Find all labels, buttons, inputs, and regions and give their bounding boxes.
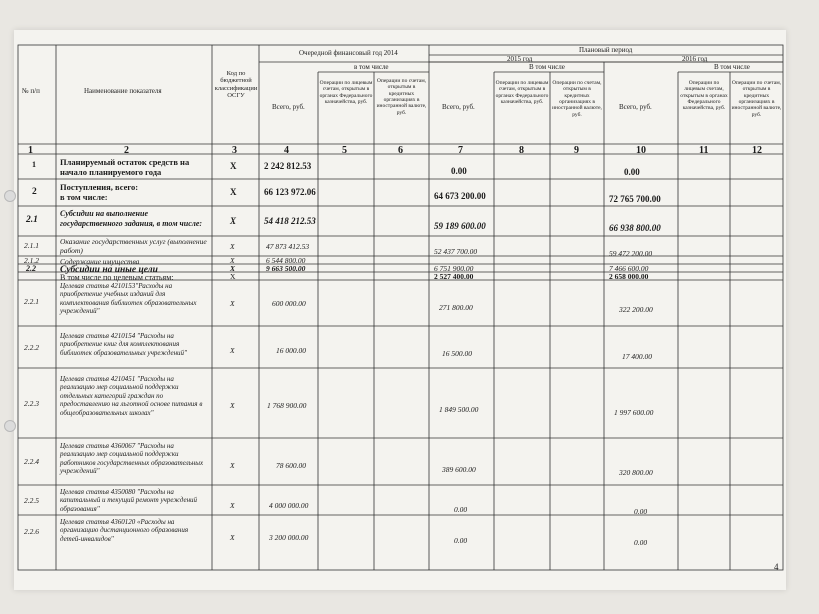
row-name: Содержание имущества [60, 257, 140, 266]
row-name: Поступления, всего: в том числе: [60, 182, 139, 203]
header-code: Код по бюджетной классификации ОСГУ [214, 70, 258, 100]
row-2014: 2 242 812.53 [264, 161, 312, 171]
row-name: Целевая статья 4210154 "Расходы на приобретение книг для комплектования библиотек образовательных учреждений" [60, 332, 187, 357]
row-2016: 2 658 000.00 [609, 272, 649, 281]
row-2014: 6 544 800.00 [266, 256, 306, 265]
colnum-2: 2 [124, 145, 129, 156]
header-incl-2016: В том числе [714, 63, 750, 71]
row-num: 2.2.3 [24, 399, 39, 408]
header-plan-period: Плановый период [579, 46, 633, 54]
header-year-2016: 2016 год [682, 55, 708, 63]
colnum-1: 1 [28, 145, 33, 156]
header-ops-fed-2016: Операции по лицевым счетам, открытым в органах Федерального казначейства, руб. [680, 80, 728, 112]
row-code: X [230, 264, 236, 273]
row-2016: 17 400.00 [622, 352, 652, 361]
colnum-10: 10 [636, 145, 646, 156]
row-2015: 64 673 200.00 [434, 191, 486, 201]
row-code: X [230, 533, 235, 542]
row-2014: 66 123 972.06 [264, 187, 316, 197]
row-2016: 59 472 200.00 [609, 249, 653, 258]
colnum-5: 5 [342, 145, 347, 156]
row-2016: 66 938 800.00 [609, 223, 661, 233]
row-num: 2.2.6 [24, 527, 39, 536]
row-name: Субсидии на выполнение государственного задания, в том числе: [60, 209, 203, 228]
row-2015: 6 751 900.00 [434, 264, 474, 273]
row-2016: 7 466 600.00 [609, 264, 649, 273]
row-name: Целевая статья 4360120 «Расходы на организацию дистанционного образования детей-инвалидов" [60, 518, 189, 543]
row-2016: 320 800.00 [619, 468, 653, 477]
header-year-2015: 2015 год [507, 55, 533, 63]
colnum-7: 7 [458, 145, 463, 156]
header-ops-credit-2014: Операции по счетам, открытым в кредитных организациях в иностранной валюте, руб. [376, 78, 427, 116]
row-num: 2 [32, 187, 37, 197]
row-2015: 2 527 400.00 [434, 272, 474, 281]
header-num: № п/п [22, 87, 40, 95]
header-total-2015: Всего, руб. [442, 103, 475, 111]
bleed-through [62, 50, 112, 66]
row-num: 2.2.2 [24, 343, 39, 352]
row-2016: 0.00 [634, 538, 648, 547]
colnum-12: 12 [752, 145, 762, 156]
colnum-9: 9 [574, 145, 579, 156]
row-2015: 0.00 [454, 536, 468, 545]
row-2014: 4 000 000.00 [269, 501, 309, 510]
row-num: 2.1.1 [24, 241, 39, 250]
row-2015: 0.00 [451, 166, 467, 176]
header-total-2016: Всего, руб. [619, 103, 652, 111]
row-2014: 3 200 000.00 [269, 533, 309, 542]
row-num: 2.2.4 [24, 457, 39, 466]
row-2015: 52 437 700.00 [434, 247, 478, 256]
row-num: 2.2.1 [24, 297, 39, 306]
row-name: Оказание государственных услуг (выполнение работ) [60, 237, 207, 255]
colnum-11: 11 [699, 145, 709, 156]
row-name: В том числе по целевым статьям: [60, 273, 174, 282]
row-code: X [230, 256, 235, 265]
row-2014: 78 600.00 [276, 461, 306, 470]
row-2016: 1 997 600.00 [614, 408, 654, 417]
row-num: 2.1.2 [24, 256, 39, 265]
colnum-4: 4 [284, 145, 289, 156]
header-ops-fed-2014: Операции по лицевым счетам, открытым в органах Федерального казначейства, руб. [319, 80, 373, 105]
row-code: X [230, 401, 235, 410]
row-num: 2.1 [26, 215, 38, 225]
row-code: X [230, 161, 237, 171]
row-2015: 59 189 600.00 [434, 221, 486, 231]
row-code: X [230, 187, 237, 197]
row-code: X [230, 461, 235, 470]
row-2016: 322 200.00 [619, 305, 653, 314]
colnum-3: 3 [232, 145, 237, 156]
colnum-8: 8 [519, 145, 524, 156]
document-page [14, 30, 786, 590]
header-ops-fed-2015: Операции по лицевым счетам, открытым в органах Федерального казначейства, руб. [495, 80, 549, 105]
row-2016: 0.00 [634, 507, 648, 516]
row-num: 1 [32, 160, 36, 169]
row-num: 2.2.5 [24, 496, 39, 505]
row-code: X [230, 346, 235, 355]
row-name: Целевая статья 4210451 "Расходы на реализацию мер социальной поддержки отдельных категорий граждан по предоставлению на льготной основе питания в общеобразовательных школах" [60, 375, 203, 417]
row-2015: 389 600.00 [442, 465, 476, 474]
row-2014: 1 768 900.00 [267, 401, 307, 410]
row-2014: 9 663 500.00 [266, 264, 306, 273]
row-2014: 600 000.00 [272, 299, 306, 308]
row-num: 2.2 [26, 264, 36, 273]
punch-hole [4, 190, 16, 202]
header-name: Наименование показателя [84, 87, 162, 95]
header-current-year: Очередной финансовый год 2014 [299, 49, 398, 57]
row-2014: 47 873 412.53 [266, 242, 310, 251]
row-2014: 54 418 212.53 [264, 216, 316, 226]
row-name: Целевая статья 4210153"Расходы на приобретение учебных изданий для комплектования библиотек образовательных учреждений" [60, 282, 197, 316]
row-2015: 1 849 500.00 [439, 405, 479, 414]
row-2016: 72 765 700.00 [609, 194, 661, 204]
row-2014: 16 000.00 [276, 346, 306, 355]
row-code: X [230, 242, 235, 251]
punch-hole [4, 420, 16, 432]
row-name: Субсидии на иные цели [60, 265, 158, 275]
row-2015: 16 500.00 [442, 349, 472, 358]
row-2016: 0.00 [624, 167, 640, 177]
row-2015: 271 800.00 [439, 303, 473, 312]
row-code: X [230, 272, 236, 281]
row-code: X [230, 299, 235, 308]
header-total-2014: Всего, руб. [272, 103, 305, 111]
row-code: X [230, 216, 237, 226]
row-2015: 0.00 [454, 505, 468, 514]
row-name: Целевая статья 4360067 "Расходы на реализацию мер социальной поддержки работников государственных образовательных учреждений" [60, 442, 204, 476]
page-number: 4 [774, 562, 779, 572]
row-name: Целевая статья 4350080 "Расходы на капитальный и текущий ремонт учреждений образования" [60, 488, 198, 513]
header-ops-credit-2015: Операции по счетам, открытым в кредитных организациях в иностранной валюте, руб. [552, 80, 602, 118]
row-name: Планируемый остаток средств на начало планируемого года [60, 157, 190, 178]
header-incl-2015: В том числе [529, 63, 565, 71]
header-ops-credit-2016: Операции по счетам, открытым в кредитных организациях в иностранной валюте, руб. [731, 80, 782, 118]
colnum-6: 6 [398, 145, 403, 156]
header-incl-2014: в том числе [354, 63, 389, 71]
row-code: X [230, 501, 235, 510]
